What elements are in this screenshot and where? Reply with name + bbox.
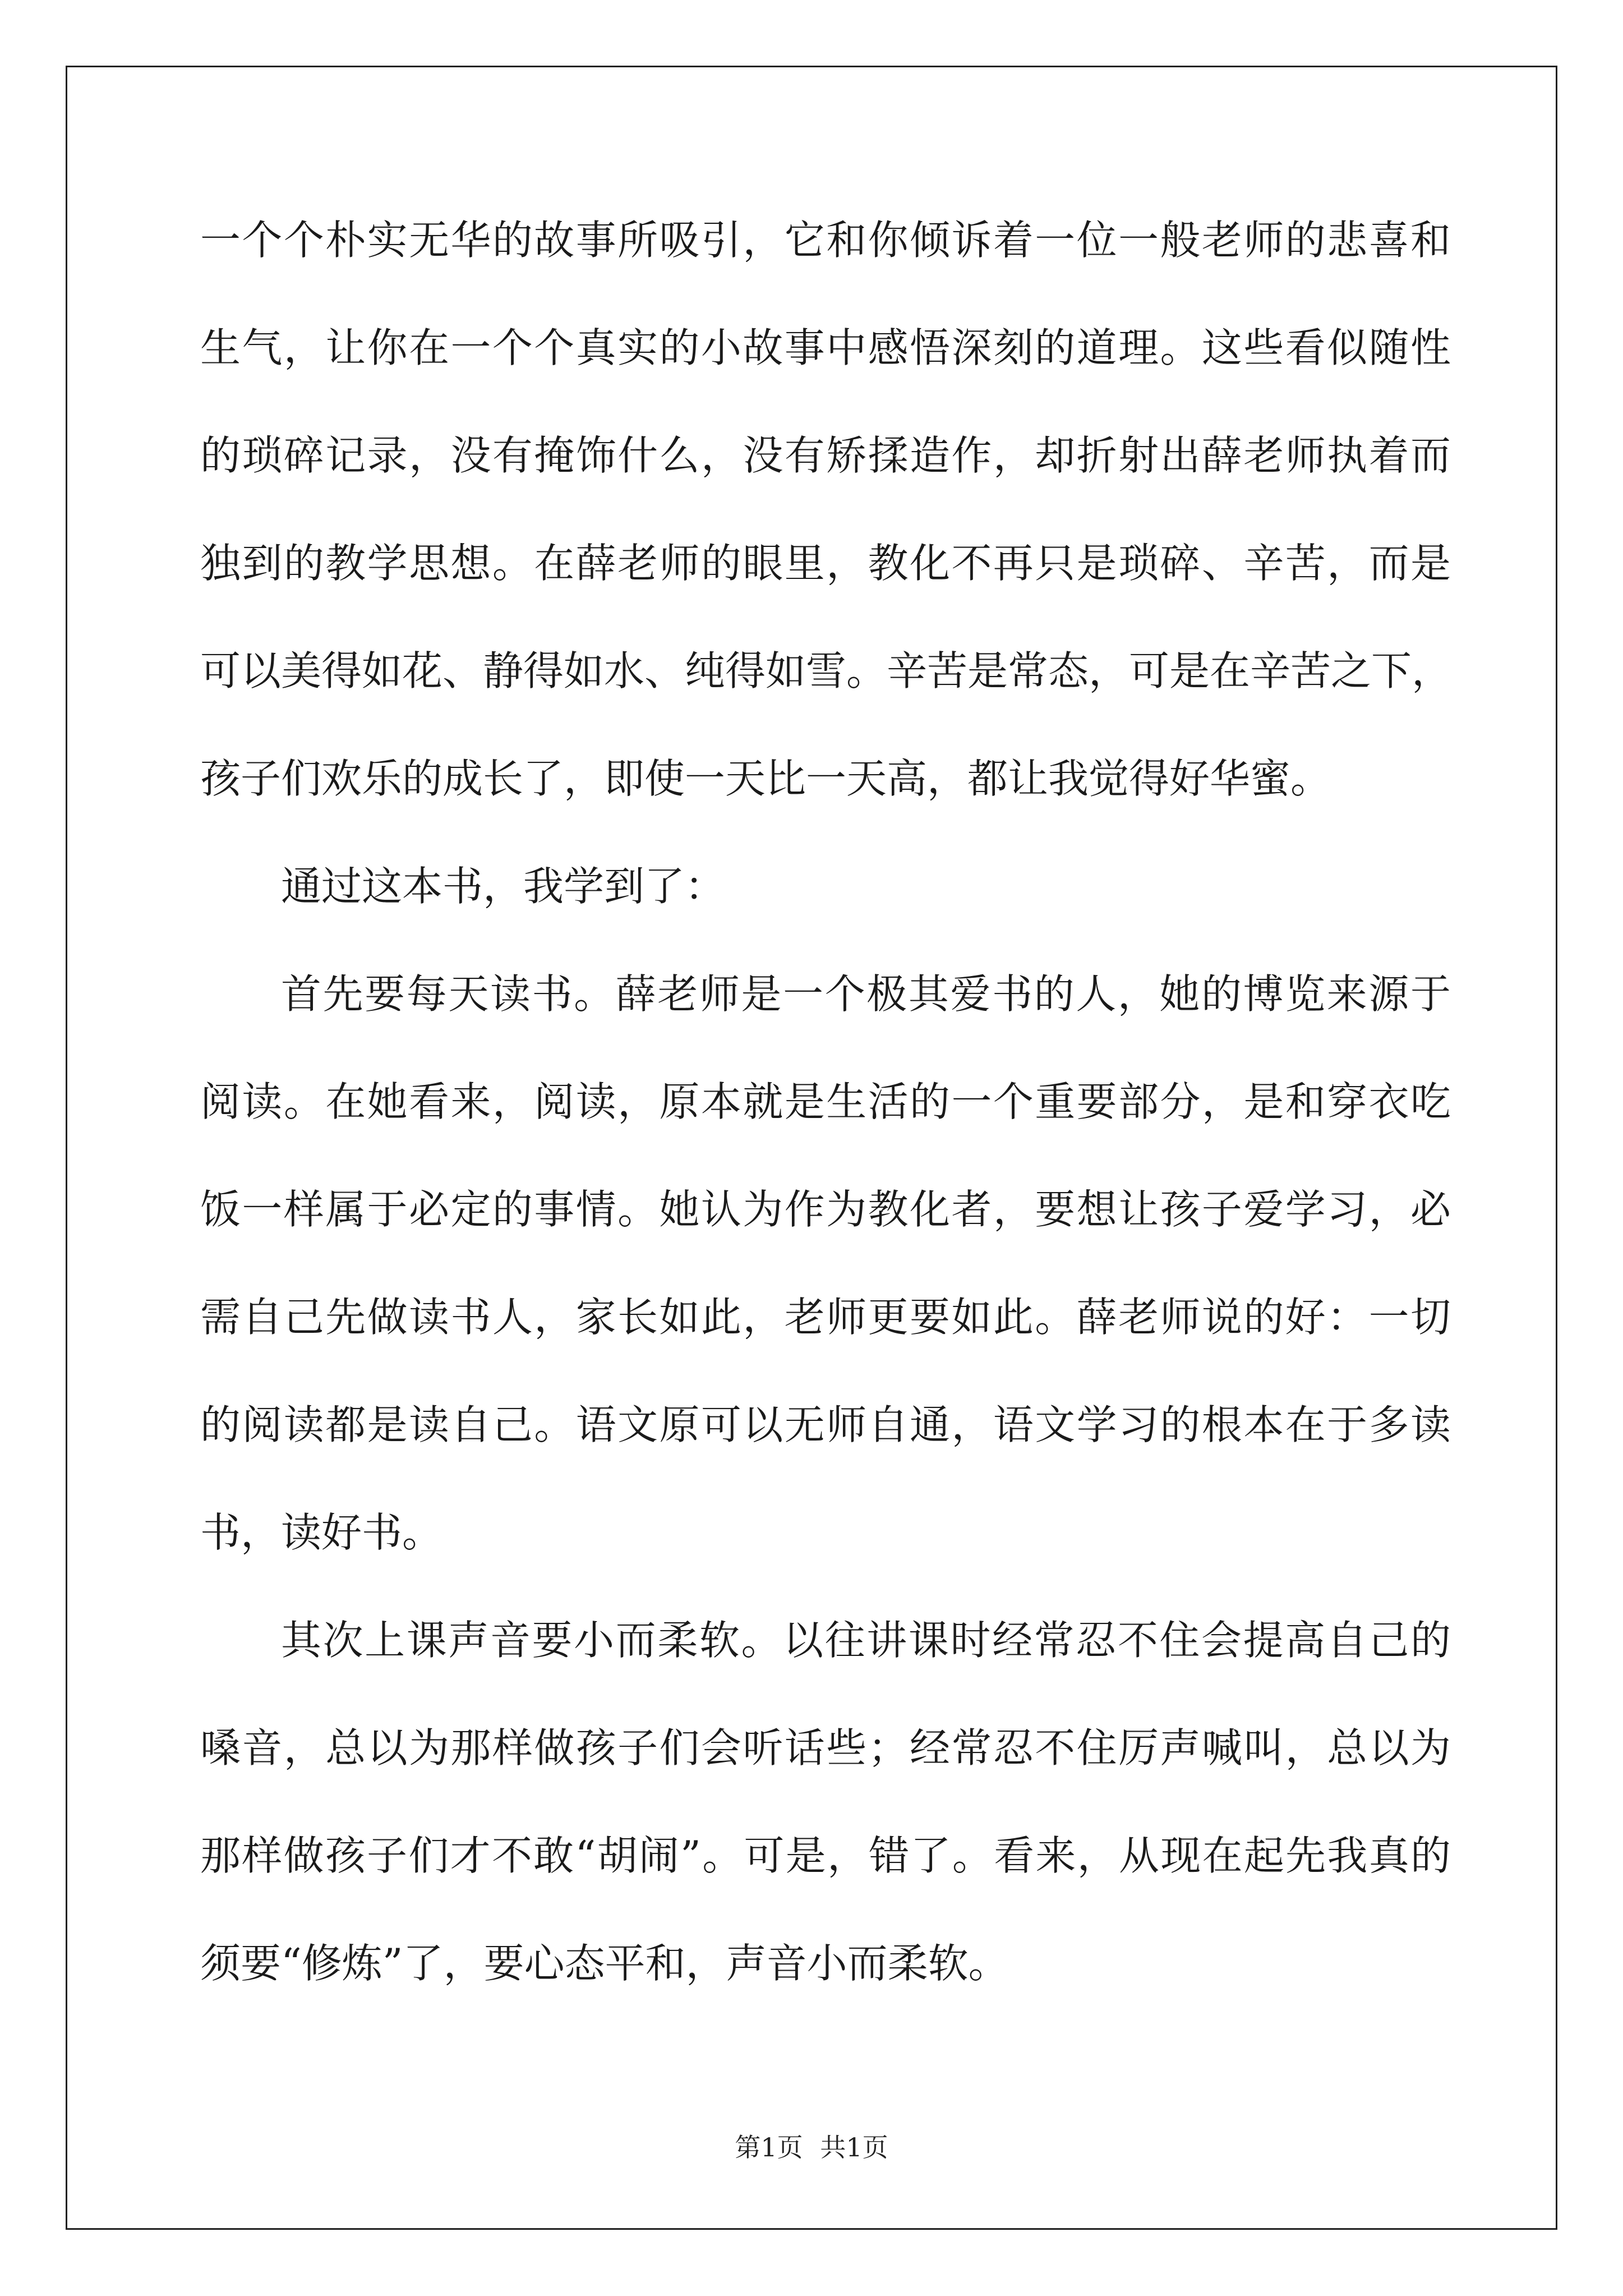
text-line: 阅读。在她看来，阅读，原本就是生活的一个重要部分，是和穿衣吃	[200, 1078, 1451, 1125]
text-line: 首先要每天读书。薛老师是一个极其爱书的人，她的博览来源于	[281, 970, 1451, 1018]
text-line: 一个个朴实无华的故事所吸引，它和你倾诉着一位一般老师的悲喜和	[200, 217, 1451, 264]
text-line: 通过这本书，我学到了：	[281, 863, 726, 910]
text-line: 孩子们欢乐的成长了，即使一天比一天高，都让我觉得好华蜜。	[200, 755, 1331, 802]
text-line: 可以美得如花、静得如水、纯得如雪。辛苦是常态，可是在辛苦之下，	[200, 647, 1453, 694]
text-line: 其次上课声音要小而柔软。以往讲课时经常忍不住会提高自己的	[281, 1617, 1451, 1664]
text-line: 那样做孩子们才不敢“胡闹”。可是，错了。看来，从现在起先我真的	[200, 1832, 1451, 1879]
text-line: 书，读好书。	[200, 1509, 443, 1556]
text-line: 的琐碎记录，没有掩饰什么，没有矫揉造作，却折射出薛老师执着而	[200, 432, 1451, 479]
text-line: 独到的教学思想。在薛老师的眼里，教化不再只是琐碎、辛苦，而是	[200, 540, 1451, 587]
document-body	[200, 217, 1453, 2051]
page-footer	[0, 2134, 1623, 2160]
text-line: 需自己先做读书人，家长如此，老师更要如此。薛老师说的好：一切	[200, 1294, 1451, 1341]
text-line: 须要“修炼”了，要心态平和，声音小而柔软。	[200, 1940, 1009, 1987]
text-line: 饭一样属于必定的事情。她认为作为教化者，要想让孩子爱学习，必	[200, 1186, 1451, 1233]
page-number: 第1页	[735, 2132, 803, 2162]
text-line: 生气，让你在一个个真实的小故事中感悟深刻的道理。这些看似随性	[200, 324, 1451, 371]
text-line: 嗓音，总以为那样做孩子们会听话些；经常忍不住厉声喊叫，总以为	[200, 1724, 1451, 1772]
page-total: 共1页	[820, 2132, 888, 2162]
text-line: 的阅读都是读自己。语文原可以无师自通，语文学习的根本在于多读	[200, 1401, 1451, 1448]
